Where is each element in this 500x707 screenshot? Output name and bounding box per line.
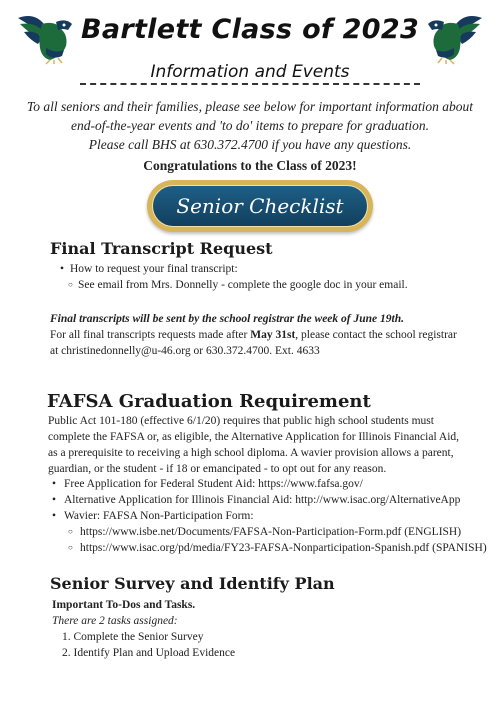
intro-line: Please call BHS at 630.372.4700 if you have any questions. [88, 137, 412, 152]
page-subtitle: Information and Events [150, 62, 350, 82]
task-item: 1. Complete the Senior Survey [62, 631, 204, 643]
intro-line: To all seniors and their families, please see below for important information about [26, 99, 474, 114]
list-item: • Free Application for Federal Student Aid: https://www.fafsa.gov/ [52, 476, 492, 492]
deadline-date: May 31st [250, 329, 296, 341]
fafsa-heading: FAFSA Graduation Requirement [47, 391, 371, 412]
banner-label: Senior Checklist [176, 194, 344, 218]
final-transcript-list [60, 261, 460, 293]
survey-subheading: Important To-Dos and Tasks. [52, 599, 196, 611]
fafsa-list [52, 476, 492, 556]
note-bold: Final transcripts will be sent by the school registrar the week of June 19th. [50, 313, 404, 325]
list-item: ○ https://www.isac.org/pd/media/FY23-FAFSA-Nonparticipation-Spanish.pdf (SPANISH) [52, 540, 492, 556]
intro-line: end-of-the-year events and 'to do' items to prepare for graduation. [71, 118, 429, 133]
list-item: ○ See email from Mrs. Donnelly - complete the google doc in your email. [60, 277, 460, 293]
list-item: • How to request your final transcript: [60, 261, 460, 277]
note-text: , please contact the school registrar [295, 329, 457, 341]
fafsa-paragraph: Public Act 101-180 (effective 6/1/20) requires that public high school students must complete the FAFSA or, as eligible, the Alternative Application for Illinois Financial Aid, as a prerequisite to receiving a high school diploma. A wavier provision allows a parent, guardian, or the student - if 18 or emancipated - to opt out for any reason. [48, 415, 460, 475]
final-transcript-note [50, 311, 470, 359]
final-transcript-heading: Final Transcript Request [50, 239, 273, 258]
task-item: 2. Identify Plan and Upload Evidence [62, 647, 236, 659]
list-item: • Wavier: FAFSA Non-Participation Form: [52, 508, 492, 524]
senior-checklist-banner [147, 180, 373, 232]
survey-heading: Senior Survey and Identify Plan [50, 574, 335, 593]
intro-text [10, 97, 490, 175]
congrats-text: Congratulations to the Class of 2023! [143, 158, 357, 173]
tasks-note: There are 2 tasks assigned: [52, 615, 178, 627]
list-item: • Alternative Application for Illinois Financial Aid: http://www.isac.org/AlternativeApp [52, 492, 492, 508]
list-item: ○ https://www.isbe.net/Documents/FAFSA-Non-Participation-Form.pdf (ENGLISH) [52, 524, 492, 540]
note-text: For all final transcripts requests made after [50, 329, 251, 341]
contact-line: at christinedonnelly@u-46.org or 630.372.4700. Ext. 4633 [50, 345, 320, 357]
divider [80, 83, 420, 85]
page-title: Bartlett Class of 2023 [80, 14, 420, 45]
survey-block [52, 597, 452, 661]
note-line [50, 327, 470, 343]
